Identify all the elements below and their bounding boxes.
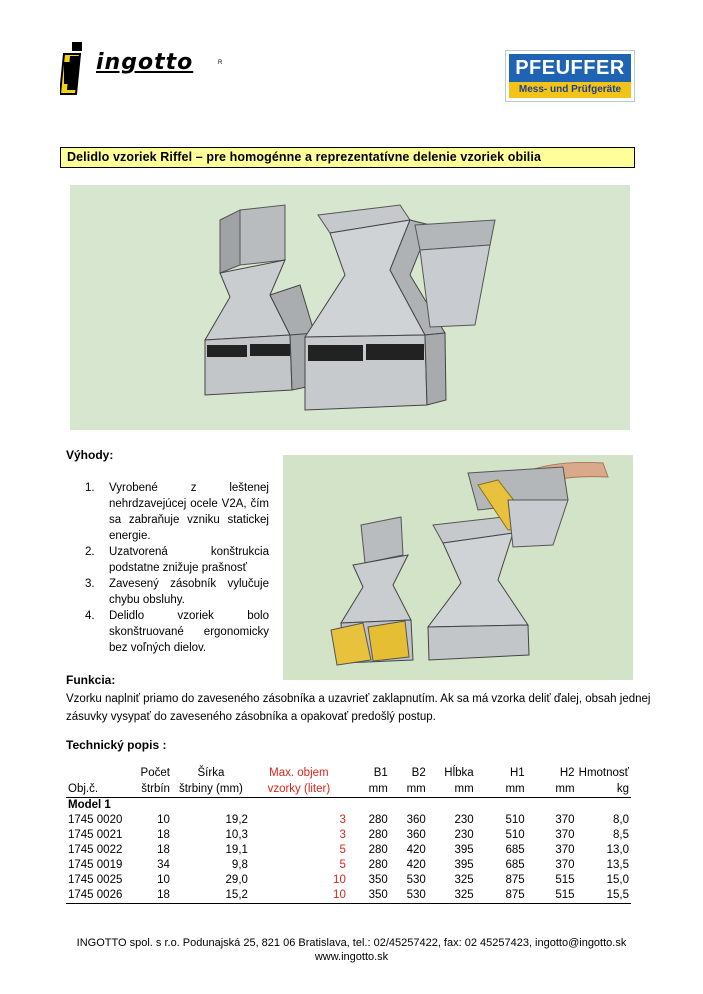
table-cell: 530 <box>406 874 426 886</box>
table-cell: 280 <box>368 859 388 871</box>
table-cell: 280 <box>368 829 388 841</box>
table-header-cell: Šírka <box>197 767 225 779</box>
technical-table <box>66 765 631 904</box>
advantage-item: 4. Delidlo vzoriek bolo skonštruované ergonomicky bez voľných dielov. <box>85 610 269 654</box>
table-row <box>66 813 631 828</box>
table-cell: 230 <box>454 829 474 841</box>
table-header-cell <box>66 765 134 781</box>
page-title: Delidlo vzoriek Riffel – pre homogénne a reprezentatívne delenie vzoriek obilia <box>60 147 635 168</box>
pfeuffer-tagline: Mess- und Prüfgeräte <box>509 82 631 98</box>
table-header-cell: Max. objem <box>269 767 329 779</box>
table-header-cell: mm <box>390 781 428 798</box>
table-header-cell: mm <box>476 781 527 798</box>
table-cell: 510 <box>505 829 525 841</box>
advantages-list <box>85 480 269 656</box>
table-cell: 8,0 <box>613 814 629 826</box>
table-cell: 515 <box>527 888 577 904</box>
table-cell: 8,5 <box>613 829 629 841</box>
table-cell: 350 <box>348 888 390 904</box>
table-row <box>66 828 631 843</box>
ingotto-wordmark: ingotto <box>96 50 194 75</box>
table-header-cell: mm <box>527 781 577 798</box>
table-cell: 18 <box>157 829 170 841</box>
table-cell: 19,2 <box>225 814 248 826</box>
product-photo-usage <box>283 455 633 680</box>
table-header-cell: štrbín <box>134 781 172 798</box>
advantage-item: 1. Vyrobené z leštenej nehrdzavejúcej ocele V2A, čím sa zabraňuje vzniku statickej energie. <box>85 482 269 542</box>
table-header-cell: Hĺbka <box>444 767 474 779</box>
table-row <box>66 843 631 858</box>
table-cell: 360 <box>406 829 426 841</box>
pfeuffer-logo <box>505 50 635 102</box>
table-cell: 370 <box>555 829 575 841</box>
table-header-cell: Hmotnosť <box>578 767 629 779</box>
table-header-cell: mm <box>348 781 390 798</box>
table-cell: 370 <box>555 814 575 826</box>
table-cell: 530 <box>390 888 428 904</box>
table-cell: 10 <box>157 874 170 886</box>
table-cell: 5 <box>339 844 346 856</box>
table-header-cell: B2 <box>411 767 426 779</box>
table-cell: 325 <box>454 874 474 886</box>
table-header-cell: mm <box>428 781 476 798</box>
table-cell: 9,8 <box>231 859 248 871</box>
table-cell: 515 <box>555 874 575 886</box>
function-heading: Funkcia: <box>66 673 116 687</box>
table-cell: 3 <box>339 829 346 841</box>
table-cell: 325 <box>428 888 476 904</box>
registered-mark: R <box>218 60 223 66</box>
table-cell: 1745 0025 <box>68 874 123 886</box>
table-header-cell: vzorky (liter) <box>250 781 348 798</box>
advantage-item: 2. Uzatvorená konštrukcia podstatne znižuje prašnosť <box>85 546 269 574</box>
table-cell: 1745 0021 <box>68 829 123 841</box>
footer-address: INGOTTO spol. s r.o. Podunajská 25, 821 06 Bratislava, tel.: 02/45257422, fax: 02 45257423, ingotto@ingotto.sk <box>76 937 627 949</box>
table-cell: 13,5 <box>606 859 629 871</box>
table-cell: 370 <box>555 844 575 856</box>
table-cell: 420 <box>406 844 426 856</box>
table-cell: 15,0 <box>606 874 629 886</box>
pfeuffer-wordmark: PFEUFFER <box>509 54 631 82</box>
table-cell: 685 <box>505 844 525 856</box>
table-header-cell: H2 <box>559 767 575 779</box>
table-header-cell: Obj.č. <box>66 781 134 798</box>
table-header-cell: štrbiny (mm) <box>172 781 250 798</box>
table-cell: 15,5 <box>577 888 631 904</box>
table-group-row <box>66 798 631 814</box>
model-group-label: Model 1 <box>68 799 111 811</box>
table-cell: 395 <box>454 859 474 871</box>
table-cell: 15,2 <box>172 888 250 904</box>
table-header-row <box>66 765 631 781</box>
advantages-heading: Výhody: <box>66 448 114 462</box>
table-header-cell: Počet <box>140 767 170 779</box>
table-cell: 5 <box>339 859 346 871</box>
table-cell: 360 <box>406 814 426 826</box>
table-cell: 280 <box>368 814 388 826</box>
table-row <box>66 873 631 888</box>
table-cell: 10,3 <box>225 829 248 841</box>
table-cell: 395 <box>454 844 474 856</box>
table-cell: 685 <box>505 859 525 871</box>
table-cell: 1745 0022 <box>68 844 123 856</box>
table-cell: 875 <box>476 888 527 904</box>
table-row <box>66 888 631 904</box>
product-photo-dividers <box>70 185 630 430</box>
table-cell: 13,0 <box>606 844 629 856</box>
table-cell: 10 <box>157 814 170 826</box>
table-row <box>66 858 631 873</box>
table-cell: 280 <box>368 844 388 856</box>
table-cell: 1745 0019 <box>68 859 123 871</box>
table-cell: 1745 0020 <box>68 814 123 826</box>
ingotto-mark-icon <box>60 40 98 98</box>
advantage-item: 3. Zavesený zásobník vylučuje chybu obsluhy. <box>85 578 269 606</box>
table-cell: 3 <box>339 814 346 826</box>
footer-website: www.ingotto.sk <box>314 951 389 963</box>
table-cell: 1745 0026 <box>66 888 134 904</box>
table-cell: 10 <box>333 874 346 886</box>
function-description: Vzorku naplniť priamo do zaveseného zásobníka a uzavrieť zaklapnutím. Ak sa má vzorka deliť ďalej, obsah jednej zásuvky vysypať do zaveseného zásobníka a opakovať predošlý postup. <box>66 693 651 723</box>
table-cell: 18 <box>134 888 172 904</box>
table-cell: 510 <box>505 814 525 826</box>
table-header-cell: kg <box>577 781 631 798</box>
table-header-row <box>66 781 631 798</box>
table-cell: 34 <box>157 859 170 871</box>
table-cell: 18 <box>157 844 170 856</box>
ingotto-logo <box>60 40 230 100</box>
table-cell: 420 <box>406 859 426 871</box>
table-cell: 29,0 <box>225 874 248 886</box>
table-cell: 19,1 <box>225 844 248 856</box>
table-header-cell: H1 <box>509 767 525 779</box>
technical-heading: Technický popis : <box>66 738 167 752</box>
table-cell: 370 <box>555 859 575 871</box>
table-cell: 230 <box>454 814 474 826</box>
table-header-cell: B1 <box>373 767 388 779</box>
table-cell: 350 <box>368 874 388 886</box>
table-cell: 875 <box>505 874 525 886</box>
table-cell: 10 <box>250 888 348 904</box>
